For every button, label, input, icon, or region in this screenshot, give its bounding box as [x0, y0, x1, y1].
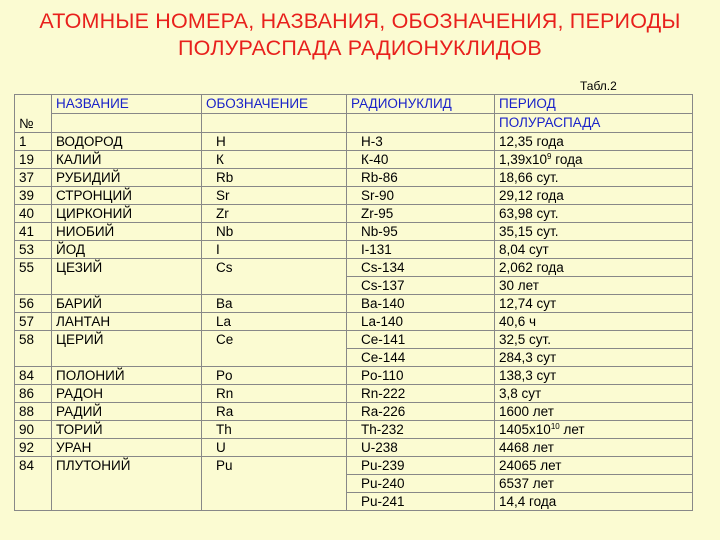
element-symbol: Rn [202, 385, 347, 403]
element-num: 84 [15, 457, 52, 511]
table-row [15, 205, 693, 223]
table-row [15, 169, 693, 187]
element-name: ЦЕРИЙ [52, 331, 202, 367]
half-life: 284,3 сут [495, 349, 693, 367]
radionuclide: Pu-241 [347, 493, 495, 511]
table-row [15, 331, 693, 349]
half-life: 24065 лет [495, 457, 693, 475]
half-life-exponent: 10 [550, 422, 560, 431]
page-title [0, 8, 720, 62]
half-life: 14,4 года [495, 493, 693, 511]
radionuclide: H-3 [347, 133, 495, 151]
half-life: 32,5 сут. [495, 331, 693, 349]
half-life: 40,6 ч [495, 313, 693, 331]
half-life-base: 1,39х10 [499, 152, 548, 167]
element-num: 53 [15, 241, 52, 259]
element-num: 37 [15, 169, 52, 187]
element-num: 58 [15, 331, 52, 367]
radionuclide: Ce-141 [347, 331, 495, 349]
half-life: 18,66 сут. [495, 169, 693, 187]
element-name: УРАН [52, 439, 202, 457]
table-row [15, 385, 693, 403]
half-life [495, 151, 693, 169]
element-name: ЙОД [52, 241, 202, 259]
half-life: 12,74 сут [495, 295, 693, 313]
radionuclide: I-131 [347, 241, 495, 259]
header-period-line-2: ПОЛУРАСПАДА [495, 114, 693, 133]
element-symbol: Ra [202, 403, 347, 421]
title-line-1: АТОМНЫЕ НОМЕРА, НАЗВАНИЯ, ОБОЗНАЧЕНИЯ, ПЕРИОДЫ [39, 9, 681, 33]
element-symbol: Ba [202, 295, 347, 313]
radionuclide: Cs-134 [347, 259, 495, 277]
element-num: 56 [15, 295, 52, 313]
half-life: 1600 лет [495, 403, 693, 421]
element-symbol: Rb [202, 169, 347, 187]
element-symbol: U [202, 439, 347, 457]
element-num: 19 [15, 151, 52, 169]
element-name: КАЛИЙ [52, 151, 202, 169]
element-num: 86 [15, 385, 52, 403]
radionuclide: К-40 [347, 151, 495, 169]
table-row [15, 403, 693, 421]
header-name-cont [52, 114, 202, 133]
radionuclide: Sr-90 [347, 187, 495, 205]
element-symbol: К [202, 151, 347, 169]
element-name: ПОЛОНИЙ [52, 367, 202, 385]
element-symbol: Pu [202, 457, 347, 511]
element-num: 90 [15, 421, 52, 439]
element-num: 92 [15, 439, 52, 457]
half-life: 30 лет [495, 277, 693, 295]
table-row [15, 151, 693, 169]
element-symbol: Sr [202, 187, 347, 205]
element-num: 84 [15, 367, 52, 385]
element-num: 39 [15, 187, 52, 205]
half-life [495, 421, 693, 439]
element-name: БАРИЙ [52, 295, 202, 313]
radionuclide: Ce-144 [347, 349, 495, 367]
radionuclide: Pu-239 [347, 457, 495, 475]
header-row-2 [15, 114, 693, 133]
radionuclide: Rb-86 [347, 169, 495, 187]
element-name: ТОРИЙ [52, 421, 202, 439]
header-symbol: ОБОЗНАЧЕНИЕ [202, 95, 347, 114]
element-name: ЦИРКОНИЙ [52, 205, 202, 223]
element-symbol: Th [202, 421, 347, 439]
element-num: 55 [15, 259, 52, 295]
element-symbol: Po [202, 367, 347, 385]
header-nuclide: РАДИОНУКЛИД [347, 95, 495, 114]
element-symbol: I [202, 241, 347, 259]
table-row [15, 223, 693, 241]
header-symbol-cont [202, 114, 347, 133]
element-name: РАДОН [52, 385, 202, 403]
radionuclide: Po-110 [347, 367, 495, 385]
table-row [15, 241, 693, 259]
element-num: 41 [15, 223, 52, 241]
element-name: НИОБИЙ [52, 223, 202, 241]
radionuclide: Rn-222 [347, 385, 495, 403]
radionuclide: Pu-240 [347, 475, 495, 493]
element-symbol: H [202, 133, 347, 151]
element-num: 1 [15, 133, 52, 151]
half-life: 29,12 года [495, 187, 693, 205]
radionuclide-table [14, 94, 693, 511]
half-life: 63,98 сут. [495, 205, 693, 223]
header-row-1 [15, 95, 693, 114]
element-symbol: Nb [202, 223, 347, 241]
element-name: ЦЕЗИЙ [52, 259, 202, 295]
half-life-base: 1405х10 [499, 422, 551, 437]
table-row [15, 367, 693, 385]
element-num: 40 [15, 205, 52, 223]
element-symbol: Zr [202, 205, 347, 223]
half-life: 8,04 сут [495, 241, 693, 259]
radionuclide: La-140 [347, 313, 495, 331]
table-row [15, 295, 693, 313]
table-row [15, 133, 693, 151]
element-name: РУБИДИЙ [52, 169, 202, 187]
table-label: Табл.2 [580, 79, 617, 93]
header-period-line-1: ПЕРИОД [495, 95, 693, 114]
radionuclide: Ra-226 [347, 403, 495, 421]
radionuclide: Th-232 [347, 421, 495, 439]
radionuclide: Zr-95 [347, 205, 495, 223]
element-symbol: Cs [202, 259, 347, 295]
table-row [15, 457, 693, 475]
header-nuclide-cont [347, 114, 495, 133]
radionuclide: Cs-137 [347, 277, 495, 295]
half-life: 12,35 года [495, 133, 693, 151]
element-symbol: Ce [202, 331, 347, 367]
table-body [15, 133, 693, 511]
header-number: № [15, 95, 52, 133]
half-life-unit: лет [559, 422, 585, 437]
half-life-unit: года [551, 152, 583, 167]
element-name: ВОДОРОД [52, 133, 202, 151]
half-life: 4468 лет [495, 439, 693, 457]
table-row [15, 259, 693, 277]
element-name: ЛАНТАН [52, 313, 202, 331]
radionuclide: Ba-140 [347, 295, 495, 313]
half-life: 2,062 года [495, 259, 693, 277]
table-row [15, 187, 693, 205]
table-row [15, 421, 693, 439]
element-name: СТРОНЦИЙ [52, 187, 202, 205]
radionuclide: Nb-95 [347, 223, 495, 241]
header-name: НАЗВАНИЕ [52, 95, 202, 114]
element-num: 88 [15, 403, 52, 421]
half-life: 138,3 сут [495, 367, 693, 385]
half-life: 35,15 сут. [495, 223, 693, 241]
title-line-2: ПОЛУРАСПАДА РАДИОНУКЛИДОВ [178, 36, 542, 60]
element-num: 57 [15, 313, 52, 331]
half-life-exponent: 9 [547, 152, 552, 161]
half-life: 3,8 сут [495, 385, 693, 403]
element-name: ПЛУТОНИЙ [52, 457, 202, 511]
table-row [15, 313, 693, 331]
element-symbol: La [202, 313, 347, 331]
table-row [15, 439, 693, 457]
half-life: 6537 лет [495, 475, 693, 493]
radionuclide: U-238 [347, 439, 495, 457]
element-name: РАДИЙ [52, 403, 202, 421]
